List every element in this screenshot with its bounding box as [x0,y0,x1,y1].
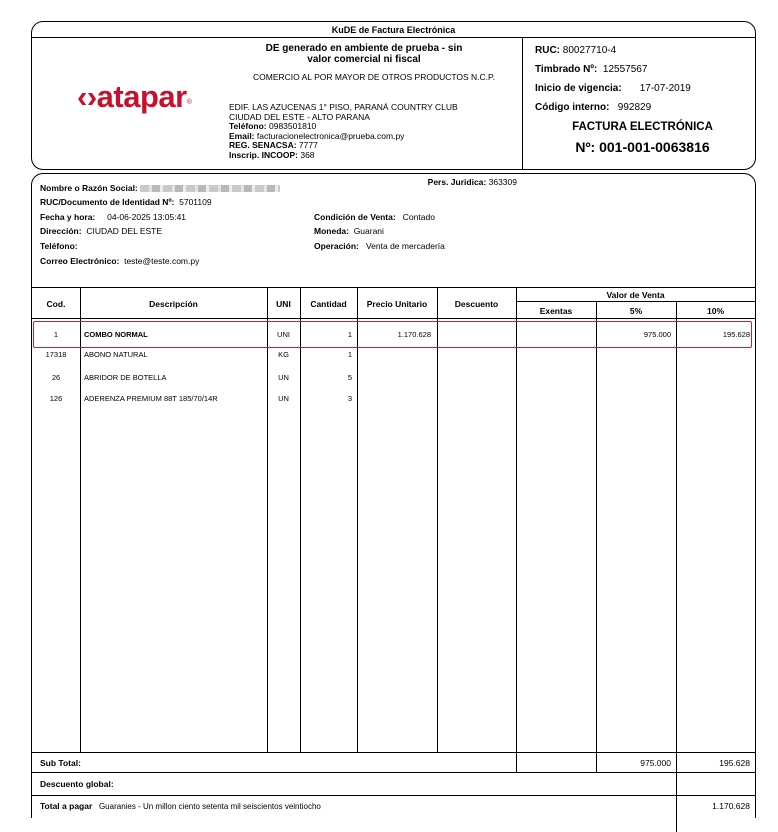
address-value: CIUDAD DEL ESTE [86,226,163,236]
notice-line-2: valor comercial ni fiscal [307,54,421,65]
customer-ruc-value: 5701109 [179,197,212,207]
col-rule [596,301,597,772]
col-header-value-group: Valor de Venta [606,290,665,300]
logo-text: atapar [96,79,187,114]
timbrado [535,64,647,75]
vigencia-value: 17-07-2019 [639,83,691,94]
subtotal-ten: 195.628 [719,758,750,768]
senacsa-label: REG. SENACSA: [229,140,297,150]
col-rule [676,301,677,832]
total-top-rule [32,795,755,796]
operation [314,241,445,251]
col-header-ten: 10% [706,306,724,316]
total-to-pay [40,801,321,811]
row-1-uni: UNI [277,330,290,339]
incoop-label: Inscrip. INCOOP: [229,149,298,160]
business-activity: COMERCIO AL POR MAYOR DE OTROS PRODUCTOS N.C.P. [253,72,495,82]
vigencia [535,83,691,94]
registered-mark: ® [186,99,192,106]
customer-name-label: Nombre o Razón Social: [40,183,138,193]
customer-email [40,256,199,266]
operation-value: Venta de mercadería [365,241,445,251]
row-3-cod: 26 [51,373,61,382]
discount-top-rule [32,772,755,773]
subtotal-label: Sub Total: [40,758,81,768]
col-rule [357,288,358,752]
ruc-value: 80027710-4 [562,45,617,56]
date-label: Fecha y hora: [40,212,96,222]
row-3-uni: UN [278,373,289,382]
col-header-five: 5% [629,306,643,316]
address-label: Dirección: [40,226,82,236]
col-header-price: Precio Unitario [366,299,428,309]
row-1-desc: COMBO NORMAL [84,330,148,339]
operation-label: Operación: [314,241,359,251]
customer-email-label: Correo Electrónico: [40,256,120,266]
document-title: KuDE de Factura Electrónica [32,22,755,38]
issuer-ruc [535,45,616,56]
customer-name [40,183,280,193]
col-rule [437,288,438,752]
customer-ruc-label: RUC/Documento de Identidad Nº: [40,197,175,207]
customer-name-redacted [140,185,280,192]
currency [314,226,384,236]
email-value: facturacionelectronica@prueba.com.py [256,130,405,141]
codigo-interno [535,102,651,113]
row-1-five: 975.000 [643,330,671,339]
value-group-rule [516,301,755,302]
header-bottom-rule [32,318,755,319]
codigo-label: Código interno: [535,102,610,113]
row-2-cod: 17318 [45,350,67,359]
incoop-value: 368 [300,149,315,160]
customer-phone-label: Teléfono: [40,241,78,251]
col-header-exentas: Exentas [539,306,573,316]
customer-info [31,173,756,287]
col-rule [80,288,81,752]
col-rule [516,288,517,772]
date-value: 04-06-2025 13:05:41 [107,212,187,222]
pers-label: Pers. Juridica: [427,177,487,187]
customer-ruc [40,197,212,207]
subtotal-five: 975.000 [640,758,671,768]
phone-label: Teléfono: [229,121,267,131]
global-discount-label: Descuento global: [40,779,114,789]
row-4-uni: UN [278,394,289,403]
currency-label: Moneda: [314,226,349,236]
row-1-price: 1.170.628 [397,330,431,339]
condition-label: Condición de Venta: [314,212,396,222]
row-2-desc: ABONO NATURAL [84,350,148,359]
notice-line-1: DE generado en ambiente de prueba - sin [265,43,463,54]
row-3-desc: ABRIDOR DE BOTELLA [84,373,167,382]
row-1-ten: 195.628 [722,330,750,339]
row-1-cod: 1 [53,330,59,339]
senacsa-value: 7777 [298,140,318,150]
company-logo [77,79,191,115]
total-label: Total a pagar [40,801,93,811]
row-1-qty: 1 [347,330,352,339]
row-4-qty: 3 [347,394,352,403]
vigencia-label: Inicio de vigencia: [535,83,622,94]
customer-date [40,212,186,222]
col-header-qty: Cantidad [310,299,347,309]
row-2-qty: 1 [347,350,352,359]
customer-email-value: teste@teste.com.py [124,256,200,266]
col-header-cod: Cod. [46,299,66,309]
items-table [31,287,756,818]
logo-mark-icon: ‹› [77,79,97,114]
address-line-1: EDIF. LAS AZUCENAS 1° PISO, PARANÁ COUNTRY CLUB [229,102,458,112]
invoice-header [31,21,756,187]
document-number: Nº: 001-001-0063816 [575,139,710,155]
phone-value: 0983501810 [269,121,317,131]
customer-phone [40,241,78,251]
ruc-label: RUC: [535,45,560,56]
document-type: FACTURA ELECTRÓNICA [572,121,713,133]
condition-value: Contado [402,212,435,222]
row-highlight [33,321,752,348]
issuer-address [229,103,458,160]
header-divider [522,38,523,170]
test-environment-notice [229,43,499,65]
row-4-cod: 126 [49,394,63,403]
row-2-uni: KG [278,350,289,359]
currency-value: Guarani [353,226,384,236]
subtotal-top-rule [32,752,755,753]
row-4-desc: ADERENZA PREMIUM 88T 185/70/14R [84,394,218,403]
issuer-incoop [229,151,458,161]
col-header-discount: Descuento [454,299,499,309]
timbrado-label: Timbrado Nº: [535,64,598,75]
col-header-desc: Descripción [149,299,198,309]
timbrado-value: 12557567 [602,64,648,75]
col-header-uni: UNI [276,299,291,309]
email-label: Email: [229,130,255,141]
total-in-words: Guaranies - Un millon ciento setenta mil seiscientos veintiocho [98,802,321,811]
pers-value: 363309 [488,177,517,187]
sale-condition [314,212,435,222]
total-amount: 1.170.628 [712,801,750,811]
codigo-value: 992829 [617,102,652,113]
address-line-2: CIUDAD DEL ESTE - ALTO PARANA [229,111,370,122]
customer-address [40,226,162,236]
row-3-qty: 5 [347,373,352,382]
